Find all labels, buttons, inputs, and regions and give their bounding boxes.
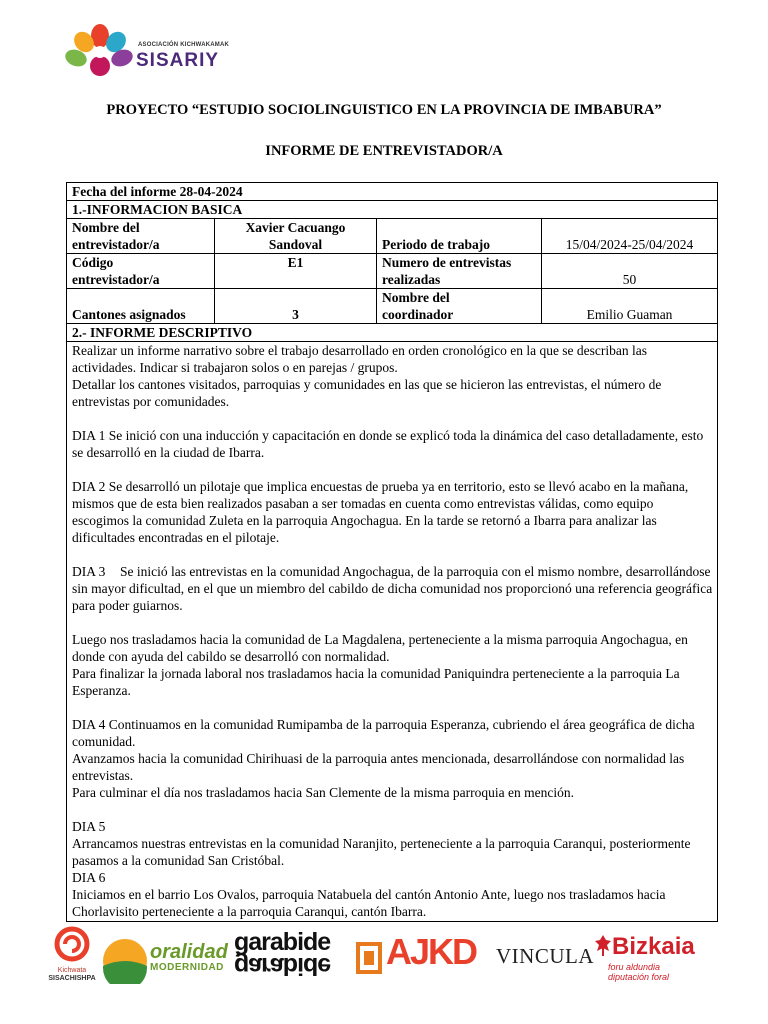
dia6-paragraph: Iniciamos en el barrio Los Ovalos, parroquia Natabuela del cantón Antonio Ante, luego nos trasladamos hacia Chorlavisito perteneciente a la parroquia Caranqui, cantón Ibarra. bbox=[72, 887, 666, 919]
narrative-row bbox=[67, 342, 718, 922]
report-table bbox=[66, 182, 718, 922]
codigo-row bbox=[67, 254, 718, 289]
periodo-label: Periodo de trabajo bbox=[377, 219, 542, 254]
kichwata-sublabel: SISACHISHPA bbox=[48, 975, 96, 982]
narrative-cell bbox=[67, 342, 718, 922]
sisariy-flower-icon bbox=[60, 22, 140, 80]
bizkaia-sub2: diputación foral bbox=[608, 972, 670, 982]
document-subtitle: INFORME DE ENTREVISTADOR/A bbox=[265, 143, 503, 159]
oralidad-circle bbox=[102, 938, 148, 984]
dia5-label: DIA 5 bbox=[72, 819, 106, 834]
bizkaia-sub1: foru aldundia bbox=[608, 962, 661, 972]
garabide-logo bbox=[234, 930, 354, 988]
cantones-label: Cantones asignados bbox=[67, 289, 215, 324]
sun-landscape-icon bbox=[102, 938, 148, 984]
oralidad-text: oralidad bbox=[150, 941, 228, 963]
brand-name: SISARIY bbox=[136, 50, 220, 71]
dia4c-paragraph: Para culminar el día nos trasladamos hacia San Clemente de la misma parroquia en mención. bbox=[72, 785, 574, 800]
periodo-value: 15/04/2024-25/04/2024 bbox=[542, 219, 718, 254]
ajkd-logo bbox=[386, 932, 486, 982]
vincula-logo bbox=[496, 944, 592, 969]
nombre-value: Xavier Cacuango Sandoval bbox=[215, 219, 377, 254]
dia6-label: DIA 6 bbox=[72, 870, 106, 885]
numero-label: Numero de entrevistas realizadas bbox=[377, 254, 542, 289]
spiral-square-icon bbox=[356, 938, 382, 978]
fecha-cell: Fecha del informe 28-04-2024 bbox=[67, 183, 718, 201]
document-title: PROYECTO “ESTUDIO SOCIOLINGUISTICO EN LA PROVINCIA DE IMBABURA” bbox=[106, 102, 662, 118]
nombre-label: Nombre del entrevistador/a bbox=[67, 219, 215, 254]
oralidad-logo bbox=[150, 942, 238, 973]
section1-row bbox=[67, 201, 718, 219]
dia3-text: Se inició las entrevistas en la comunidad Angochagua, de la parroquia con el mismo nombre, desarrollándose sin mayor dificultad, en el que un miembro del cabildo de dicha comunidad nos proporcionó una referencia geográfica para poder guiarnos. bbox=[72, 564, 713, 613]
dia3b-paragraph: Luego nos trasladamos hacia la comunidad de La Magdalena, perteneciente a la misma parroquia Angochagua, en donde con ayuda del cabildo se desarrolló con normalidad. bbox=[72, 632, 688, 664]
intro-paragraph-2: Detallar los cantones visitados, parroquias y comunidades en las que se hicieron las entrevistas, el número de entrevistas por comunidades. bbox=[72, 377, 662, 409]
section2-heading: 2.- INFORME DESCRIPTIVO bbox=[67, 324, 718, 342]
dia4b-paragraph: Avanzamos hacia la comunidad Chirihuasi de la parroquia antes mencionada, desarrollándose con normalidad las entrevistas. bbox=[72, 751, 685, 783]
sisariy-logo bbox=[60, 22, 250, 80]
garabide-text: garabide bbox=[234, 928, 331, 956]
dia2-paragraph: DIA 2 Se desarrolló un pilotaje que implica encuestas de prueba ya en territorio, esto se llevó acabo en la mañana, mismos que de esta bien realizados pasaban a ser tomadas en cuenta como entrevistas válidas, como equipo escogimos la comunidad Zuleta en la parroquia Angochagua. En la tarde se retornó a Ibarra para analizar las dificultades encontradas en el pilotaje. bbox=[72, 479, 689, 545]
codigo-value: E1 bbox=[215, 254, 377, 289]
dia1-paragraph: DIA 1 Se inició con una inducción y capacitación en donde se explicó toda la dinámica del caso detalladamente, esto se desarrolló en la ciudad de Ibarra. bbox=[72, 428, 704, 460]
kichwata-label: Kichwata bbox=[57, 967, 87, 974]
dia3-paragraph bbox=[72, 563, 713, 614]
garabide-symbol bbox=[356, 938, 382, 978]
bizkaia-logo bbox=[594, 930, 704, 988]
dia4-paragraph: DIA 4 Continuamos en la comunidad Rumipamba de la parroquia Esperanza, cubriendo el área geográfica de dicha comunidad. bbox=[72, 717, 695, 749]
section1-heading: 1.-INFORMACION BASICA bbox=[67, 201, 718, 219]
cantones-value: 3 bbox=[215, 289, 377, 324]
kichwata-spiral-icon bbox=[48, 926, 96, 962]
intro-paragraph-1: Realizar un informe narrativo sobre el trabajo desarrollado en orden cronológico en la que se describan las actividades. Indicar si trabajaron solos o en parejas / grupos. bbox=[72, 343, 648, 375]
association-label: ASOCIACIÓN KICHWAKAMAK bbox=[138, 42, 230, 48]
coordinador-value: Emilio Guaman bbox=[542, 289, 718, 324]
codigo-label: Código entrevistador/a bbox=[67, 254, 215, 289]
ajkd-text: AJKD bbox=[386, 931, 477, 972]
numero-value: 50 bbox=[542, 254, 718, 289]
garabide-mirror-text: garabide bbox=[234, 952, 331, 980]
vincula-text: VINCULA bbox=[496, 944, 594, 968]
oak-leaf-icon bbox=[594, 934, 612, 956]
fecha-row bbox=[67, 183, 718, 201]
cantones-row bbox=[67, 289, 718, 324]
dia3c-paragraph: Para finalizar la jornada laboral nos trasladamos hacia la comunidad Paniquindra perteneciente a la parroquia La Esperanza. bbox=[72, 666, 680, 698]
dia3-label: DIA 3 bbox=[72, 564, 106, 579]
nombre-row bbox=[67, 219, 718, 254]
bizkaia-text: Bizkaia bbox=[612, 933, 695, 960]
kichwata-logo bbox=[48, 926, 96, 988]
modernidad-text: MODERNIDAD bbox=[150, 962, 224, 973]
footer-logos bbox=[0, 920, 768, 990]
dia5-paragraph: Arrancamos nuestras entrevistas en la comunidad Naranjito, perteneciente a la parroquia Caranqui, posteriormente pasamos a la comunidad San Cristóbal. bbox=[72, 836, 691, 868]
coordinador-label: Nombre del coordinador bbox=[377, 289, 542, 324]
section2-row bbox=[67, 324, 718, 342]
